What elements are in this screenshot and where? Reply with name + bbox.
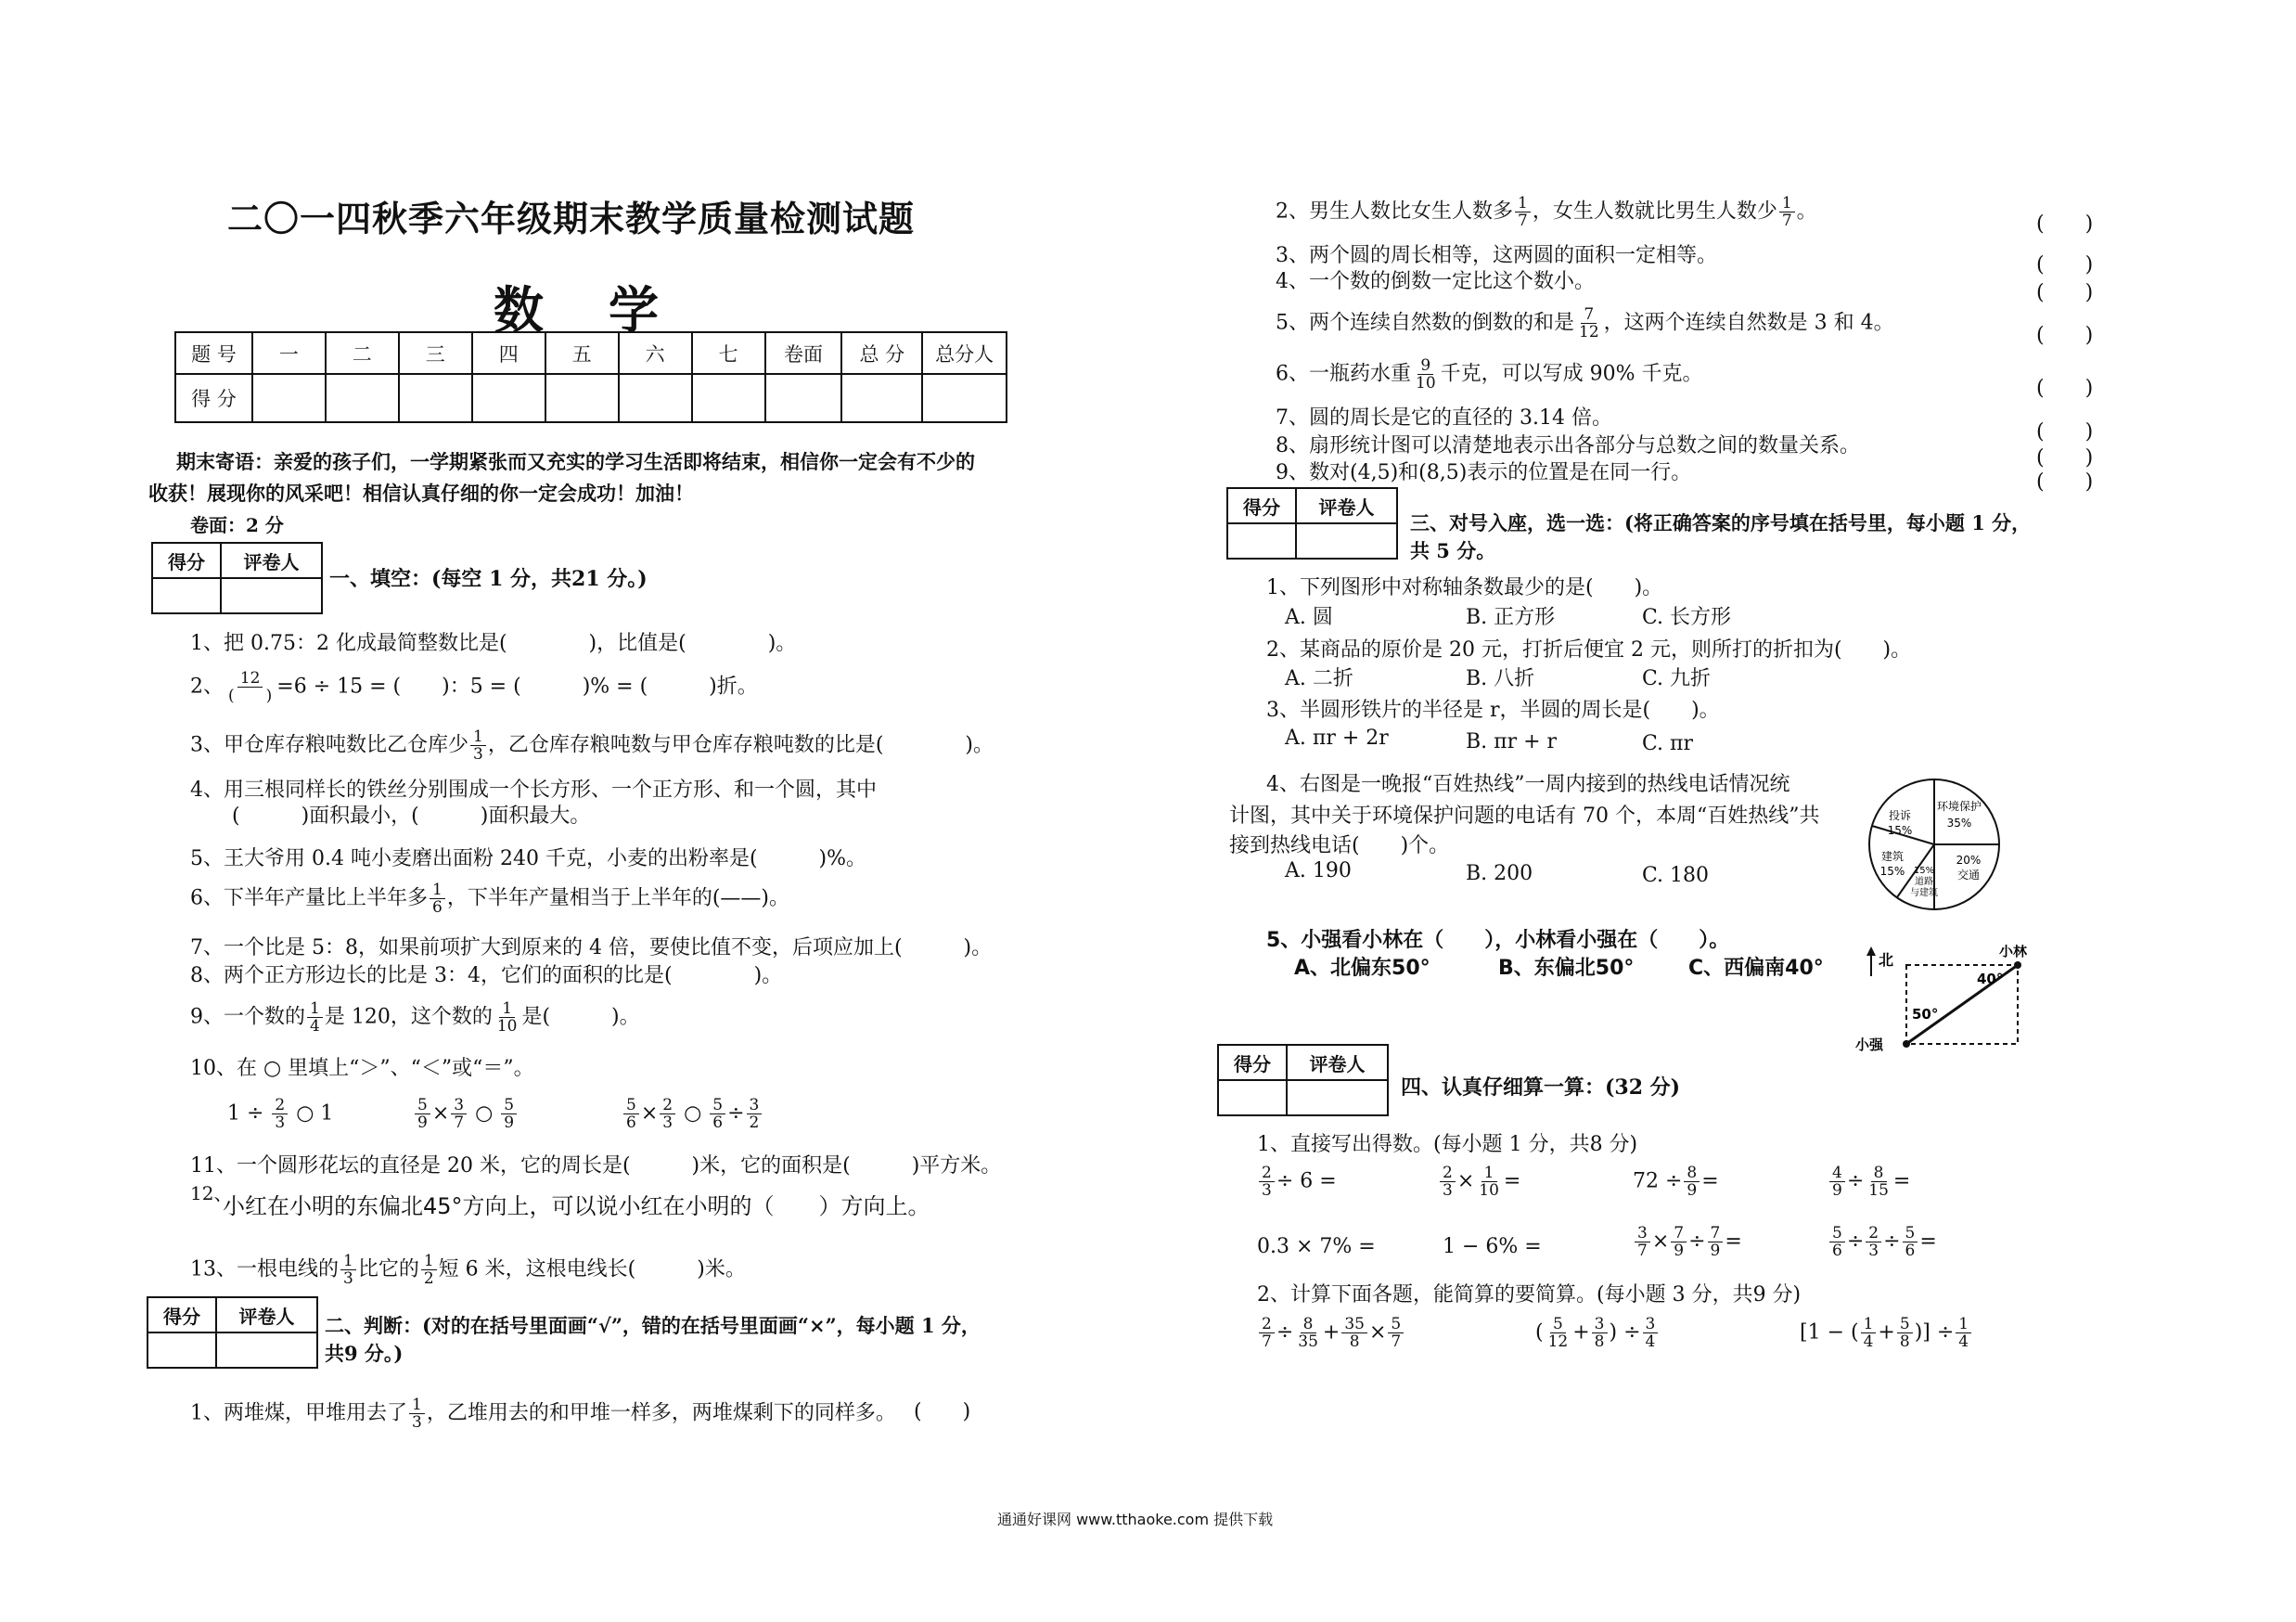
grader-box xyxy=(1226,487,1398,560)
s2-q6-text-a: 6、一瓶药水重 xyxy=(1276,362,1411,386)
s3-q4-line2: 计图，其中关于环境保护问题的电话有 70 个，本周“百姓热线”共 xyxy=(1229,805,1820,828)
score-header-cell: 二 xyxy=(326,332,399,374)
angle-40-label: 40° xyxy=(1977,971,2004,987)
s1-q10-item-1: 1 ÷ $\frac{2}{3}$ ○ 1 xyxy=(227,1096,334,1132)
s1-q2-denominator: ( ) xyxy=(228,687,273,705)
s1-q10-item-3: $\frac{5}{6}$ × $\frac{2}{3}$ ○ $\frac{5}{6}$ ÷ $\frac{3}{2}$ xyxy=(622,1097,763,1131)
answer-paren[interactable]: ( ) xyxy=(2036,420,2094,444)
score-cell[interactable] xyxy=(545,374,619,422)
s3-q2-option-b[interactable]: B. 八折 xyxy=(1466,667,1535,690)
s1-q9 xyxy=(190,1000,640,1035)
grader-name-label: 评卷人 xyxy=(221,543,322,578)
s1-q3-text-b: ，乙仓库存粮吨数与甲仓库存粮吨数的比是( )。 xyxy=(487,733,994,757)
calc-3: 72 ÷ $\frac{8}{9}$ = xyxy=(1633,1164,1719,1200)
score-header-cell: 五 xyxy=(545,332,619,374)
s2-q2-text-c: 。 xyxy=(1796,200,1817,224)
grader-name-label: 评卷人 xyxy=(1287,1045,1388,1080)
calc-10: ( $\frac{5}{12}$ + $\frac{3}{8}$ ) ÷ $\frac{3}{4}$ xyxy=(1535,1316,1660,1350)
pie-pct-traffic: 20% xyxy=(1956,854,1982,867)
s3-q2: 2、某商品的原价是 20 元，打折后便宜 2 元，则所打的折扣为( )。 xyxy=(1266,638,1912,662)
xiaolin-label: 小林 xyxy=(1999,945,2028,959)
fraction-1-3: $\frac{1}{3}$ xyxy=(470,728,486,763)
pie-pct-building: 15% xyxy=(1879,865,1905,878)
s3-q1: 1、下列图形中对称轴条数最少的是( )。 xyxy=(1266,576,1663,599)
s3-q4-option-a[interactable]: A. 190 xyxy=(1285,859,1352,882)
grader-score-label: 得分 xyxy=(152,543,221,578)
s3-q3-option-c[interactable]: C. πr xyxy=(1642,732,1694,755)
s1-q3-text-a: 3、甲仓库存粮吨数比乙仓库少 xyxy=(190,733,468,757)
score-cell[interactable] xyxy=(472,374,545,422)
calc-8: $\frac{5}{6}$ ÷ $\frac{2}{3}$ ÷ $\frac{5}{6}$ = xyxy=(1828,1225,1937,1259)
pie-pct-environment: 35% xyxy=(1946,817,1972,830)
answer-paren[interactable]: ( ) xyxy=(2036,212,2094,236)
exam-title: 二〇一四秋季六年级期末教学质量检测试题 xyxy=(227,198,916,239)
s1-q9-text-c: 是( )。 xyxy=(521,1005,640,1029)
s3-q5-option-c[interactable]: C、西偏南40° xyxy=(1688,957,1824,980)
s1-q13-text-b: 比它的 xyxy=(357,1257,419,1281)
calc-6: 1 − 6% = xyxy=(1443,1235,1542,1258)
calc-4: $\frac{4}{9}$ ÷ $\frac{8}{15}$ = xyxy=(1828,1165,1910,1199)
s2-q2-text-b: ，女生人数就比男生人数少 xyxy=(1532,200,1777,224)
s2-q6: 6、一瓶药水重 $\frac{9}{10}$ 千克，可以写成 90% 千克。 xyxy=(1276,356,1703,393)
grader-score-cell[interactable] xyxy=(148,1332,216,1368)
north-label: 北 xyxy=(1879,951,1894,969)
answer-paren[interactable]: ( ) xyxy=(914,1400,971,1423)
fraction-1-10: $\frac{1}{10}$ xyxy=(496,999,518,1036)
s3-q3-option-a[interactable]: A. πr + 2r xyxy=(1285,727,1389,750)
score-header-cell: 总分人 xyxy=(922,332,1007,374)
s3-q4-line1: 4、右图是一晚报“百姓热线”一周内接到的热线电话情况统 xyxy=(1266,773,1790,796)
s2-q5-text-b: ，这两个连续自然数是 3 和 4。 xyxy=(1603,311,1894,335)
section2-heading-line2: 共9 分。) xyxy=(325,1342,404,1365)
s3-q4-option-b[interactable]: B. 200 xyxy=(1466,862,1533,885)
s1-q9-text-b: 是 120，这个数的 xyxy=(324,1005,493,1029)
answer-paren[interactable]: ( ) xyxy=(2036,377,2094,400)
score-header-cell: 四 xyxy=(472,332,545,374)
s2-q3: 3、两个圆的周长相等，这两圆的面积一定相等。 xyxy=(1276,244,1717,267)
xiaoqiang-label: 小强 xyxy=(1855,1036,1884,1053)
s2-q8: 8、扇形统计图可以清楚地表示出各部分与总数之间的数量关系。 xyxy=(1276,434,1860,457)
grader-box xyxy=(1217,1044,1389,1116)
score-cell[interactable] xyxy=(692,374,765,422)
score-cell[interactable] xyxy=(399,374,472,422)
score-header-cell: 一 xyxy=(252,332,326,374)
section3-heading-line2: 共 5 分。 xyxy=(1410,539,1496,562)
s3-q4-option-c[interactable]: C. 180 xyxy=(1642,864,1710,887)
s3-q1-option-c[interactable]: C. 长方形 xyxy=(1642,606,1732,629)
answer-paren[interactable]: ( ) xyxy=(2036,253,2094,277)
score-cell[interactable] xyxy=(922,374,1007,422)
grader-score-label: 得分 xyxy=(1227,488,1296,523)
s2-q1-text-b: ，乙堆用去的和甲堆一样多，两堆煤剩下的同样多。 xyxy=(426,1401,896,1425)
pie-label-roads-2: 与建筑 xyxy=(1910,888,1938,898)
s1-q11: 11、一个圆形花坛的直径是 20 米，它的周长是( )米，它的面积是( )平方米。 xyxy=(190,1154,1002,1178)
score-cell[interactable] xyxy=(841,374,922,422)
s2-q2: 2、男生人数比女生人数多 $\frac{1}{7}$ ，女生人数就比男生人数少 $\frac{1}{7}$ 。 xyxy=(1276,194,1817,230)
answer-paren[interactable]: ( ) xyxy=(2036,324,2094,347)
s4-sub2: 2、计算下面各题，能简算的要简算。(每小题 3 分，共9 分) xyxy=(1257,1283,1802,1307)
grader-name-cell[interactable] xyxy=(1287,1080,1388,1115)
pie-label-roads: 道路 xyxy=(1915,877,1933,887)
s1-q10: 10、在 ○ 里填上“＞”、“＜”或“＝”。 xyxy=(190,1057,534,1080)
s1-q5: 5、王大爷用 0.4 吨小麦磨出面粉 240 千克，小麦的出粉率是( )%。 xyxy=(190,847,867,870)
s3-q3: 3、半圆形铁片的半径是 r，半圆的周长是( )。 xyxy=(1266,699,1720,722)
s1-q13-text-c: 短 6 米，这根电线长( )米。 xyxy=(438,1257,746,1281)
pie-label-environment: 环境保护 xyxy=(1936,800,1982,813)
grader-score-cell[interactable] xyxy=(152,578,221,613)
s4-sub1: 1、直接写出得数。(每小题 1 分，共8 分) xyxy=(1257,1133,1638,1156)
s3-q1-option-b[interactable]: B. 正方形 xyxy=(1466,606,1556,629)
score-header-cell: 题 号 xyxy=(175,332,252,374)
s1-q2 xyxy=(190,670,758,704)
s1-q2-numerator: 12 xyxy=(237,670,263,688)
section2-heading-line1: 二、判断：(对的在括号里面画“√”，错的在括号里面画“×”，每小题 1 分， xyxy=(325,1314,981,1337)
s1-q12: 小红在小明的东偏北45°方向上，可以说小红在小明的（ ）方向上。 xyxy=(223,1193,930,1219)
s1-q13-text-a: 13、一根电线的 xyxy=(190,1257,339,1281)
s1-q2-fraction xyxy=(225,670,275,704)
s1-q4-line1: 4、用三根同样长的铁丝分别围成一个长方形、一个正方形、和一个圆，其中 xyxy=(190,779,877,802)
s1-q1: 1、把 0.75：2 化成最简整数比是( )，比值是( )。 xyxy=(190,632,797,655)
grader-name-label: 评卷人 xyxy=(216,1297,317,1332)
xiaoqiang-point xyxy=(1903,1040,1910,1048)
fraction-1-4: $\frac{1}{4}$ xyxy=(307,1000,323,1035)
s2-q1-text-a: 1、两堆煤，甲堆用去了 xyxy=(190,1401,407,1425)
calc-5: 0.3 × 7% = xyxy=(1257,1235,1376,1258)
s1-q4-line2: ( )面积最小，( )面积最大。 xyxy=(232,805,591,828)
s3-q5-option-b[interactable]: B、东偏北50° xyxy=(1498,957,1635,980)
s3-q4-line3: 接到热线电话( )个。 xyxy=(1229,834,1450,857)
s3-q5: 5、小强看小林在（ ），小林看小强在（ ）。 xyxy=(1266,929,1730,952)
score-header-cell: 六 xyxy=(619,332,692,374)
score-table xyxy=(174,331,1007,423)
score-cell[interactable] xyxy=(326,374,399,422)
pie-label-traffic: 交通 xyxy=(1956,869,1981,882)
grader-score-cell[interactable] xyxy=(1218,1080,1287,1115)
intro-line-1: 期末寄语：亲爱的孩子们，一学期紧张而又充实的学习生活即将结束，相信你一定会有不少的 xyxy=(176,450,975,473)
s1-q10-item-2: $\frac{5}{9}$ × $\frac{3}{7}$ ○ $\frac{5}{9}$ xyxy=(413,1097,519,1131)
score-row-label: 得 分 xyxy=(175,374,252,422)
s2-q9: 9、数对(4,5)和(8,5)表示的位置是在同一行。 xyxy=(1276,461,1692,484)
s1-q8: 8、两个正方形边长的比是 3：4，它们的面积的比是( )。 xyxy=(190,964,783,987)
score-cell[interactable] xyxy=(765,374,842,422)
grader-name-label: 评卷人 xyxy=(1296,488,1397,523)
north-arrow-icon xyxy=(1866,946,1876,956)
s1-q13: 13、一根电线的 $\frac{1}{3}$ 比它的 $\frac{1}{2}$ 短 6 米，这根电线长( )米。 xyxy=(190,1252,746,1288)
s1-q2-rest: =6 ÷ 15 = ( )：5 = ( )% = ( )折。 xyxy=(276,675,758,699)
score-cell[interactable] xyxy=(619,374,692,422)
xiaolin-point xyxy=(2014,961,2021,969)
calc-7: $\frac{3}{7}$ × $\frac{7}{9}$ ÷ $\frac{7}{9}$ = xyxy=(1633,1225,1742,1259)
score-cell[interactable] xyxy=(252,374,326,422)
s2-q1: 1、两堆煤，甲堆用去了 $\frac{1}{3}$ ，乙堆用去的和甲堆一样多，两堆煤剩下的同样多。 xyxy=(190,1396,896,1432)
pie-chart xyxy=(1865,775,2004,914)
s1-q12-number: 12、 xyxy=(190,1182,233,1204)
s1-q6 xyxy=(190,882,789,916)
s2-q2-text-a: 2、男生人数比女生人数多 xyxy=(1276,200,1513,224)
section1-heading: 一、填空：(每空 1 分，共21 分。) xyxy=(329,567,648,591)
subject-title: 数学 xyxy=(494,280,724,340)
angle-50-label: 50° xyxy=(1912,1006,1939,1023)
s3-q2-option-a[interactable]: A. 二折 xyxy=(1285,667,1353,690)
paper-score: 卷面：2 分 xyxy=(190,514,284,536)
s3-q1-option-a[interactable]: A. 圆 xyxy=(1285,606,1333,629)
intro-line-2: 收获！展现你的风采吧！相信认真仔细的你一定会成功！加油！ xyxy=(148,482,694,505)
grader-name-cell[interactable] xyxy=(221,578,322,613)
s2-q4: 4、一个数的倒数一定比这个数小。 xyxy=(1276,270,1595,293)
answer-paren[interactable]: ( ) xyxy=(2036,446,2094,470)
grader-box xyxy=(151,542,323,614)
s2-q6-text-b: 千克，可以写成 90% 千克。 xyxy=(1440,362,1703,386)
calc-2: $\frac{2}{3}$ × $\frac{1}{10}$ = xyxy=(1438,1165,1520,1199)
s2-q7: 7、圆的周长是它的直径的 3.14 倍。 xyxy=(1276,406,1612,430)
s1-q9-text-a: 9、一个数的 xyxy=(190,1005,305,1029)
pie-pct-roads: 15% xyxy=(1913,866,1935,876)
grader-box xyxy=(147,1296,318,1369)
s3-q2-option-c[interactable]: C. 九折 xyxy=(1642,667,1712,690)
s2-q5: 5、两个连续自然数的倒数的和是 $\frac{7}{12}$ ，这两个连续自然数是 3 和 4。 xyxy=(1276,305,1894,341)
score-header-cell: 三 xyxy=(399,332,472,374)
grader-name-cell[interactable] xyxy=(1296,523,1397,559)
s1-q7: 7、一个比是 5：8，如果前项扩大到原来的 4 倍，要使比值不变，后项应加上( )。 xyxy=(190,936,993,959)
calc-11: [1 − ( $\frac{1}{4}$ + $\frac{5}{8}$ )] ÷ $\frac{1}{4}$ xyxy=(1800,1316,1973,1350)
calc-1: $\frac{2}{3}$ ÷ 6 = xyxy=(1257,1165,1337,1199)
grader-name-cell[interactable] xyxy=(216,1332,317,1368)
footer-credit: 通通好课网 www.tthaoke.com 提供下载 xyxy=(997,1511,1274,1528)
section4-heading: 四、认真仔细算一算：(32 分) xyxy=(1401,1075,1681,1100)
s3-q3-option-b[interactable]: B. πr + r xyxy=(1466,730,1558,753)
grader-score-label: 得分 xyxy=(1218,1045,1287,1080)
s1-q6-text-b: ，下半年产量相当于上半年的(——)。 xyxy=(446,886,789,910)
pie-pct-complaints: 15% xyxy=(1887,824,1913,837)
answer-paren[interactable]: ( ) xyxy=(2036,281,2094,304)
s1-q6-text-a: 6、下半年产量比上半年多 xyxy=(190,886,428,910)
score-header-cell: 总 分 xyxy=(841,332,922,374)
pie-label-building: 建筑 xyxy=(1880,850,1905,863)
grader-score-cell[interactable] xyxy=(1227,523,1296,559)
pie-label-complaints: 投诉 xyxy=(1888,809,1912,822)
s2-q5-text-a: 5、两个连续自然数的倒数的和是 xyxy=(1276,311,1574,335)
score-header-cell: 卷面 xyxy=(765,332,842,374)
section3-heading-line1: 三、对号入座，选一选：(将正确答案的序号填在括号里，每小题 1 分， xyxy=(1410,511,2032,534)
calc-9: $\frac{2}{7}$ ÷ $\frac{8}{35}$ + $\frac{35}{8}$ × $\frac{5}{7}$ xyxy=(1257,1316,1405,1350)
direction-map xyxy=(1851,945,2046,1056)
score-header-cell: 七 xyxy=(692,332,765,374)
fraction-1-6: $\frac{1}{6}$ xyxy=(430,882,445,916)
s1-q3 xyxy=(190,728,994,763)
answer-paren[interactable]: ( ) xyxy=(2036,470,2094,494)
s3-q5-option-a[interactable]: A、北偏东50° xyxy=(1294,957,1430,980)
grader-score-label: 得分 xyxy=(148,1297,216,1332)
s1-q2-number: 2、 xyxy=(190,675,224,699)
